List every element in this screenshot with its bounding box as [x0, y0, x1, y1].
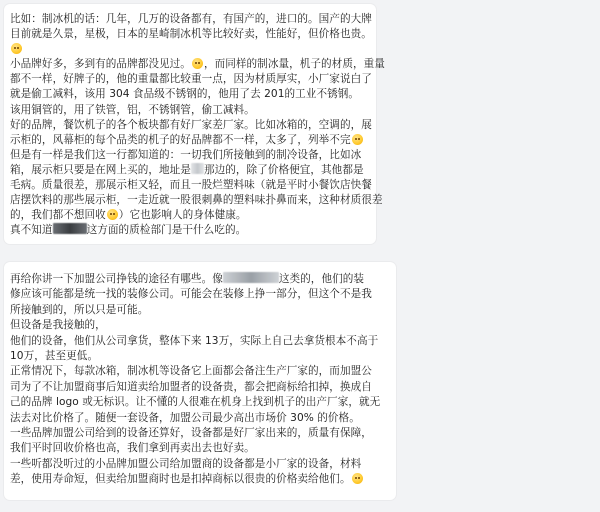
- redacted-text: [191, 163, 204, 174]
- message-line: 该用铜管的，用了铁管，铝，不锈钢管，偷工减料。: [10, 103, 255, 116]
- message-line: 再给你讲一下加盟公司挣钱的途径有哪些。像 这类的，他们的装: [10, 273, 365, 285]
- message-line: 法去对比价格了。随便一套设备，加盟公司最少高出市场价 30% 的价格。: [10, 411, 360, 424]
- message-line: 示柜的，风幕柜的每个品类的机子的好品牌都不一样，太多了，列举不完: [10, 133, 372, 148]
- message-line: [10, 42, 372, 57]
- message-line: 修应该可能都是统一找的装修公司。可能会在装修上挣一部分，但这个不是我: [10, 288, 372, 301]
- chat-bubble-franchise-profit: [4, 262, 396, 500]
- grin-emoji-icon: [11, 43, 22, 54]
- chat-bubble-equipment-quality: [4, 4, 385, 244]
- message-line: 一些品牌加盟公司给到的设备还算好，设备都是好厂家出来的，质量有保障，: [10, 427, 372, 440]
- message-line: 的，我们都不想回收 ）它也影响人的身体健康。: [10, 209, 247, 222]
- grin-emoji-icon: [107, 209, 118, 220]
- message-line: 目前就是久景，星极，日本的星崎制冰机等比较好卖，性能好，但价格也贵。: [10, 28, 372, 41]
- message-line: 一些听都没听过的小品牌加盟公司给加盟商的设备都是小厂家的设备，材料: [10, 457, 362, 470]
- message-line: 小品牌好多，多到有的品牌都没见过。 ，而同样的制冰量，机子的材质，重量: [10, 58, 385, 71]
- message-line: 都不一样，好牌子的，他的重量都比较重一点，因为材质厚实，小厂家说白了: [10, 73, 372, 86]
- smile-emoji-icon: [192, 58, 203, 69]
- message-line: 差，使用寿命短，但卖给加盟商时也是扣掉商标以很贵的价格卖给他们。: [10, 472, 392, 487]
- message-line: 毛病。质量很差，那展示柜又轻，而且一股烂塑料味（就是平时小餐饮店快餐: [10, 179, 372, 192]
- message-line: 所接触到的，所以只是可能。: [10, 303, 149, 316]
- redacted-text: [223, 272, 279, 283]
- message-line: 正常情况下，每款冰箱，制冰机等设备它上面都会备注生产厂家的，而加盟公: [10, 365, 372, 378]
- message-line: 真不知道 这方面的质检部门是干什么吃的。: [10, 224, 247, 237]
- message-line: 店摆饮料的那些展示柜，一走近就一股很刺鼻的塑料味扑鼻而来，这种材质很差: [10, 194, 383, 207]
- message-line: 但是有一样是我们这一行都知道的：一切我们所接触到的制冷设备，比如冰: [10, 148, 362, 161]
- message-line: 好的品牌，餐饮机子的各个板块都有好厂家差厂家。比如冰箱的，空调的，展: [10, 118, 372, 131]
- redacted-text: [53, 223, 87, 234]
- message-line: 己的品牌 logo 或无标识。让不懂的人很难在机身上找到机子的出产厂家，就无: [10, 396, 381, 409]
- message-line: 就是偷工减料，该用 304 食品级不锈钢的，他用了去 201的工业不锈钢。: [10, 88, 360, 101]
- message-line: 10万，甚至更低。: [10, 350, 99, 363]
- message-line: 箱，展示柜只要是在网上买的，地址是 那边的，除了价格便宜，其他都是: [10, 163, 364, 176]
- grin-emoji-icon: [352, 473, 363, 484]
- message-line: 我们平时回收价格也高，我们拿到再卖出去也好卖。: [10, 442, 255, 455]
- message-line: 但设备是我接触的，: [10, 319, 106, 332]
- message-line: 司为了不让加盟商事后知道卖给加盟者的设备贵，都会把商标给扣掉，换成自: [10, 380, 372, 393]
- message-line: 比如：制冰机的话：几年，几万的设备都有，有国产的，进口的。国产的大牌: [10, 13, 372, 25]
- grin-emoji-icon: [352, 134, 363, 145]
- message-line: 他们的设备，他们从公司拿货，整体下来 13万，实际上自己去拿货根本不高于: [10, 334, 379, 347]
